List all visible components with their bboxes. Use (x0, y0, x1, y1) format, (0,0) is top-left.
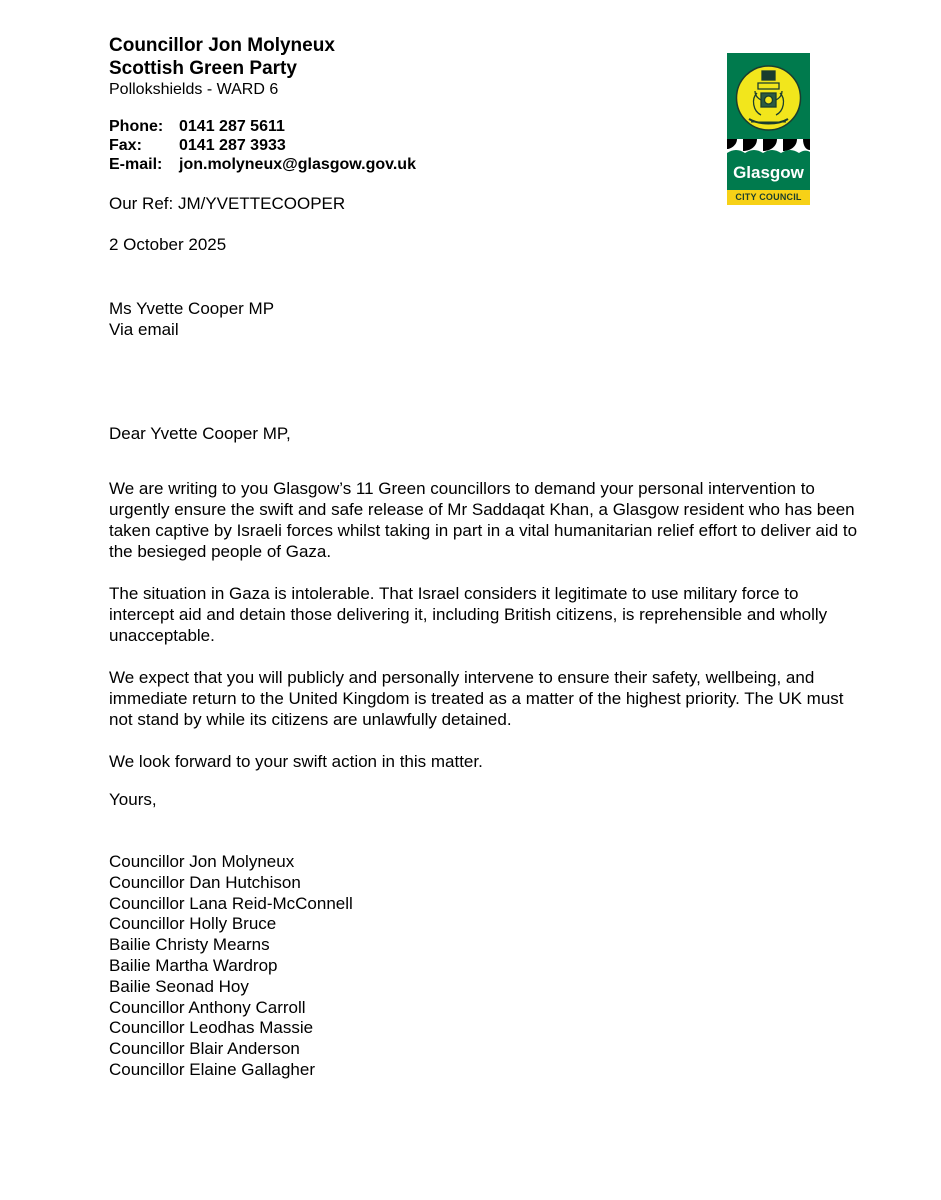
closing: Yours, (109, 790, 157, 809)
body-paragraph: We are writing to you Glasgow’s 11 Green councillors to demand your personal intervention to urgently ensure the swift and safe release of Mr Saddaqat Khan, a Glasgow resident who has been taken captive by Israeli forces whilst taking in part in a vital humanitarian relief effort to deliver aid to the besieged people of Gaza. (109, 479, 858, 561)
sender-party: Scottish Green Party (109, 58, 297, 79)
body-paragraph: The situation in Gaza is intolerable. That Israel considers it legitimate to use military force to intercept aid and detain those delivering it, including British citizens, is reprehensible and wholly unacceptable. (109, 584, 828, 645)
letter-date: 2 October 2025 (109, 235, 227, 254)
email-label: E-mail: (109, 156, 163, 173)
fax-number: 0141 287 3933 (179, 137, 286, 154)
signatory: Councillor Blair Anderson (109, 1039, 300, 1059)
signatory: Councillor Leodhas Massie (109, 1018, 314, 1038)
signatory: Councillor Lana Reid-McConnell (109, 893, 353, 913)
sender-block (109, 34, 669, 100)
body-paragraph: We look forward to your swift action in this matter. (109, 752, 483, 771)
signatory: Councillor Holly Bruce (109, 914, 277, 934)
phone-number: 0141 287 5611 (179, 118, 285, 135)
signatory: Bailie Martha Wardrop (109, 955, 278, 975)
signatory: Councillor Elaine Gallagher (109, 1059, 316, 1079)
salutation: Dear Yvette Cooper MP, (109, 424, 291, 443)
glasgow-city-council-logo (727, 53, 810, 205)
signatory: Bailie Christy Mearns (109, 935, 270, 955)
body-paragraph: We expect that you will publicly and personally intervene to ensure their safety, wellbeing, and immediate return to the United Kingdom is treated as a matter of the highest priority. The UK must not stand by while its citizens are unlawfully detained. (109, 668, 844, 729)
phone-label: Phone: (109, 118, 164, 135)
logo-wordmark: Glasgow (733, 163, 804, 182)
logo-subtitle: CITY COUNCIL (735, 192, 802, 202)
signatory: Bailie Seonad Hoy (109, 976, 249, 996)
letter-body (109, 478, 861, 793)
recipient-via: Via email (109, 320, 179, 339)
contact-block (109, 117, 416, 174)
phone-row (109, 117, 416, 136)
recipient-block (109, 298, 274, 340)
recipient-name: Ms Yvette Cooper MP (109, 299, 275, 318)
logo-chequer-band (727, 139, 810, 157)
signatory: Councillor Dan Hutchison (109, 872, 301, 892)
fax-label: Fax: (109, 137, 142, 154)
signatory-list (109, 852, 353, 1081)
reference-line: Our Ref: JM/YVETTECOOPER (109, 194, 346, 213)
sender-ward: Pollokshields - WARD 6 (109, 81, 279, 98)
signatory: Councillor Jon Molyneux (109, 852, 295, 871)
email-row (109, 155, 416, 174)
fax-row (109, 136, 416, 155)
email-address: jon.molyneux@glasgow.gov.uk (179, 156, 416, 173)
sender-name: Councillor Jon Molyneux (109, 35, 335, 56)
signatory: Councillor Anthony Carroll (109, 997, 306, 1017)
